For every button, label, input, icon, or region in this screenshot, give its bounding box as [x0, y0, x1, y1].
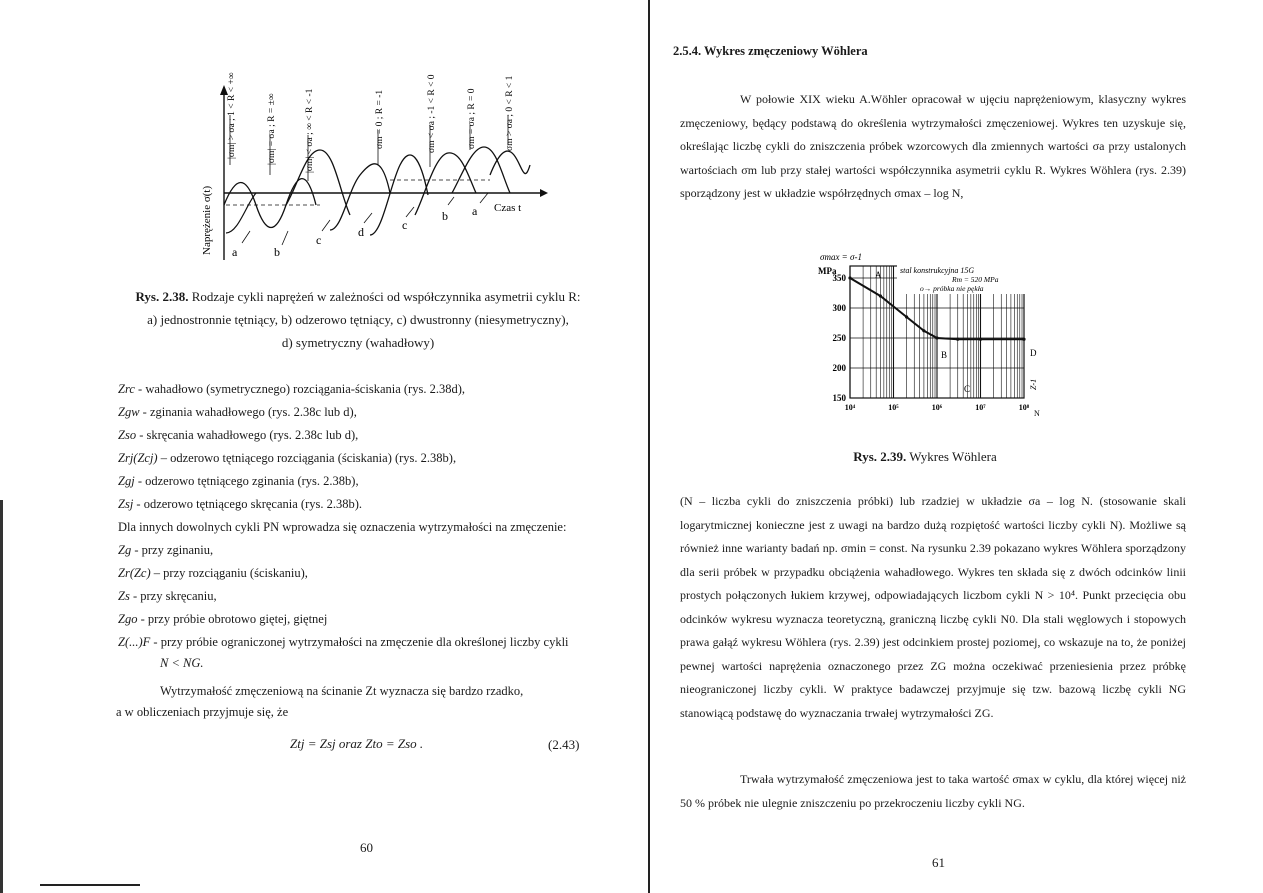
caption-line: d) symetryczny (wahadłowy) — [281, 335, 435, 350]
section-heading: 2.5.4. Wykres zmęczeniowy Wöhlera — [673, 44, 868, 58]
x-axis-unit: N — [1034, 409, 1040, 418]
curve-label: a — [232, 245, 238, 259]
condition-line — [160, 656, 204, 671]
definition-text: – przy rozciąganiu (ściskaniu), — [150, 566, 308, 580]
curve-label: b — [442, 209, 448, 223]
y-axis-unit: MPa — [818, 266, 837, 276]
definition-text: - przy zginaniu, — [131, 543, 214, 557]
figure-caption-2-38 — [108, 285, 608, 354]
symbol: Zrc — [118, 382, 135, 396]
rotated-label: |σm| > σa ; 1 < R < +∞ — [227, 72, 237, 159]
x-tick-label: 10⁶ — [931, 403, 943, 412]
definition-line — [118, 497, 362, 512]
definition-line — [118, 635, 569, 650]
y-axis-label: Naprężenie σ(t) — [201, 185, 213, 255]
symbol: Zgj — [118, 474, 135, 488]
book-spine — [648, 0, 650, 893]
region-label-c: C — [964, 384, 971, 394]
legend-line: o→ próbka nie pękła — [920, 284, 984, 293]
caption-label: Rys. 2.39. — [853, 449, 907, 464]
side-label: Z-1 — [1029, 378, 1038, 390]
y-tick-label: 300 — [832, 303, 846, 313]
definition-text: - przy skręcaniu, — [129, 589, 217, 603]
symbol: Zsj — [118, 497, 134, 511]
intro-paragraph: W połowie XIX wieku A.Wöhler opracował w ujęciu naprężeniowym, klasyczny wykres zmęczeniowy, będący podstawą do określenia wytrzymałości zmęczeniowej. Wykres ten uzyskuje się, określając liczbę cykli do zniszczenia próbek wzorcowych dla zmiennych wartości σa przy ustalonych wartościach σm lub przy stałej wartości współczynnika asymetrii cyklu R. Wykres Wöhlera (rys. 2.39) sporządzony jest w układzie współrzędnych σmax – log N, — [680, 92, 1186, 200]
caption-label: Rys. 2.38. — [135, 289, 189, 304]
formula: Ztj = Zsj oraz Zto = Zso . — [290, 736, 424, 751]
legend-line: stal konstrukcyjna 15G — [900, 266, 975, 275]
x-axis-label: Czas t — [494, 202, 522, 214]
x-tick-label: 10⁸ — [1018, 403, 1030, 412]
caption-line: Rodzaje cykli naprężeń w zależności od współczynnika asymetrii cyklu R: — [191, 289, 581, 304]
symbol: Z(...)F — [118, 635, 151, 649]
symbol: Zrj(Zcj) — [118, 451, 158, 465]
definition-text: - zginania wahadłowego (rys. 2.38c lub d), — [139, 405, 357, 419]
region-label-d: D — [1030, 348, 1037, 358]
data-point — [905, 315, 908, 318]
curve-label: d — [358, 225, 364, 239]
symbol: Zgw — [118, 405, 140, 419]
page-number: 60 — [360, 840, 373, 855]
definition-text: - odzerowo tętniącego zginania (rys. 2.38b), — [134, 474, 359, 488]
x-tick-label: 10⁴ — [844, 403, 856, 412]
data-point — [848, 276, 851, 279]
data-point — [979, 338, 982, 341]
curve-label: c — [402, 218, 408, 232]
rotated-label: σm = 0 ; R = -1 — [375, 89, 385, 149]
symbol: Zso — [118, 428, 137, 442]
condition-text: N < NG. — [160, 656, 204, 670]
y-axis-title: σmax = σ-1 — [820, 252, 862, 262]
paragraph-line: a w obliczeniach przyjmuje się, że — [116, 705, 289, 719]
region-label-b: B — [941, 350, 948, 360]
figure-2-39 — [802, 252, 1052, 427]
definition-text: - skręcania wahadłowego (rys. 2.38c lub d), — [136, 428, 359, 442]
region-label-a: A — [875, 270, 882, 280]
x-tick-label: 10⁵ — [888, 403, 899, 412]
rotated-label: σm = σa ; R = 0 — [467, 88, 477, 149]
definition-line — [118, 451, 456, 466]
rotated-label: |σm| = σa ; R = ±∞ — [267, 93, 277, 165]
intro-line: Dla innych dowolnych cykli PN wprowadza się oznaczenia wytrzymałości na zmęczenie: — [118, 520, 567, 534]
definition-text: – odzerowo tętniącego rozciągania (ściskania) (rys. 2.38b), — [157, 451, 457, 465]
definition-text: - przy próbie obrotowo giętej, giętnej — [137, 612, 328, 626]
definition-text: - przy próbie ograniczonej wytrzymałości na zmęczenie dla określonej liczby cykli — [150, 635, 569, 649]
last-paragraph: Trwała wytrzymałość zmęczeniowa jest to taka wartość σmax w cyklu, dla której więcej niż 50 % próbek nie ulegnie zniszczeniu po przekroczeniu liczby cykli NG. — [680, 772, 1186, 810]
definition-line — [118, 589, 217, 604]
curve-label: a — [472, 204, 478, 218]
equation-number: (2.43) — [548, 737, 580, 752]
y-tick-label: 350 — [832, 273, 846, 283]
data-point — [1022, 338, 1025, 341]
y-tick-label: 150 — [832, 393, 846, 403]
y-tick-label: 250 — [832, 333, 846, 343]
curve-label: c — [316, 233, 322, 247]
x-tick-label: 10⁷ — [975, 403, 986, 412]
symbol: Zgo — [118, 612, 138, 626]
data-point — [956, 338, 959, 341]
figure-caption-2-39 — [760, 445, 1090, 468]
rotated-label: |σm| < σa ; ∞ < R < -1 — [305, 88, 315, 173]
definition-text: - odzerowo tętniącego skręcania (rys. 2.38b). — [133, 497, 363, 511]
body-paragraph: (N – liczba cykli do zniszczenia próbki) lub rzadziej w układzie σa – log N. (stosowanie skali logarytmicznej konieczne jest z uwagi na bardzo dużą rozpiętość wartości liczby cykli N). Możliwe są również inne warianty badań np. σmin = const. Na rysunku 2.39 pokazano wykres Wöhlera sporządzony dla serii próbek w przypadku obciążenia wahadłowego. Wykres ten składa się z dwóch odcinków linii prostych połączonych łukiem krzywej, odpowiadających liczbom cykli N > 10⁴. Punkt przecięcia obu odcinków wykresu wyznacza teoretyczną, graniczną liczbę cykli N0. Dla stali węglowych i stopowych prawa gałąź wykresu Wöhlera (rys. 2.39) jest odcinkiem prostej poziomej, co wskazuje na to, że poniżej pewnej wartości naprężenia oznaczonego przez ZG można oczekiwać przeniesienia przez próbkę nieograniczonej liczby cykli. W praktyce badawczej przyjmuje się tzw. bazową liczbę cykli NG stanowiącą podstawę do wyznaczania trwałej wytrzymałości ZG. — [680, 494, 1186, 720]
definition-line — [118, 428, 358, 443]
definition-line — [118, 474, 359, 489]
definition-line — [118, 566, 308, 581]
curve-label: b — [274, 245, 280, 259]
definition-text: - wahadłowo (symetrycznego) rozciągania-ściskania (rys. 2.38d), — [134, 382, 465, 396]
rotated-label: σm > σa ; 0 < R < 1 — [505, 75, 515, 151]
page-number: 61 — [932, 855, 945, 870]
symbol: Zg — [118, 543, 132, 557]
definition-line — [118, 405, 357, 420]
figure-2-38 — [190, 55, 550, 270]
caption-text: Wykres Wöhlera — [906, 449, 997, 464]
symbol: Zs — [118, 589, 130, 603]
definition-line — [118, 382, 465, 397]
data-point — [935, 336, 938, 339]
rotated-label: σm < σa ; -1 < R < 0 — [427, 74, 437, 153]
symbol: Zr(Zc) — [118, 566, 151, 580]
data-point — [922, 329, 925, 332]
data-point — [879, 294, 882, 297]
legend-line: Rm = 520 MPa — [952, 275, 999, 284]
definition-line — [118, 543, 213, 558]
paragraph-line: Wytrzymałość zmęczeniową na ścinanie Zt wyznacza się bardzo rzadko, — [160, 684, 524, 698]
y-tick-label: 200 — [832, 363, 846, 373]
definition-line — [118, 612, 327, 627]
caption-line: a) jednostronnie tętniący, b) odzerowo tętniący, c) dwustronny (niesymetryczny), — [147, 312, 569, 327]
